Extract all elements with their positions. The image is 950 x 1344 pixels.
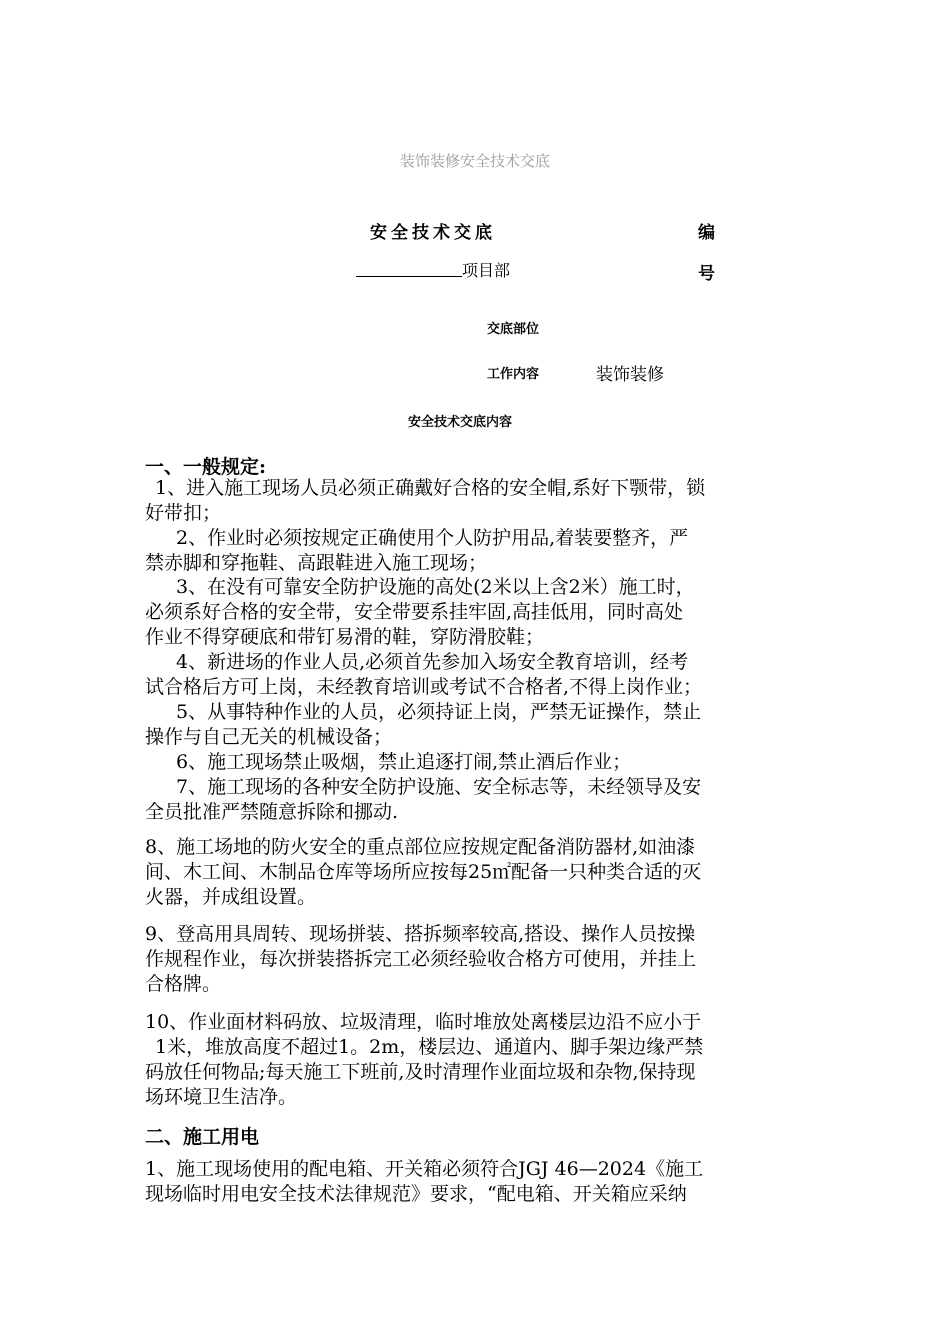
rule-3 [145, 575, 805, 650]
work-content-value: 装饰装修 [596, 365, 664, 385]
rule-10-line-1: 10、作业面材料码放、垃圾清理，临时堆放处离楼层边沿不应小于 [145, 1011, 702, 1033]
rule-3-line-2: 必须系好合格的安全带，安全带要系挂牢固,高挂低用，同时高处 [145, 601, 684, 623]
rule-9-line-2: 作规程作业，每次拼装搭拆完工必须经验收合格方可使用，并挂上 [145, 948, 697, 970]
rule-7 [145, 775, 805, 825]
electricity-rule-1-line-1: 1、施工现场使用的配电箱、开关箱必须符合JGJ 46—2024《施工 [145, 1158, 704, 1180]
electricity-rule-1-line-2: 现场临时用电安全技术法律规范》要求，“配电箱、开关箱应采纳 [145, 1183, 687, 1205]
rule-1-line-1: 1、进入施工现场人员必须正确戴好合格的安全帽,系好下颚带，锁 [155, 477, 706, 499]
project-department-label: 项目部 [462, 261, 511, 280]
location-label: 交底部位 [487, 322, 540, 337]
project-name-blank [356, 276, 462, 277]
document-title: 安全技术交底 [370, 223, 496, 243]
rule-9-line-1: 9、登高用具周转、现场拼装、搭拆频率较高,搭设、操作人员按操 [145, 923, 696, 945]
number-label-bottom: 号 [698, 264, 715, 284]
page-header-title: 装饰装修安全技术交底 [399, 152, 550, 170]
rule-8-line-3: 火器，并成组设置。 [145, 886, 317, 908]
rule-2-line-2: 禁赤脚和穿拖鞋、高跟鞋进入施工现场； [145, 552, 488, 574]
rule-3-line-1: 3、在没有可靠安全防护设施的高处(2米以上含2米）施工时， [176, 576, 695, 598]
number-label-top: 编 [698, 223, 715, 243]
work-content-label: 工作内容 [487, 367, 540, 382]
rule-10-line-3: 码放任何物品;每天施工下班前,及时清理作业面垃圾和杂物,保持现 [145, 1061, 696, 1083]
rule-1-line-2: 好带扣； [145, 502, 222, 524]
electricity-rule-1 [145, 1157, 805, 1207]
rule-1 [145, 476, 805, 526]
rule-7-line-2: 全员批准严禁随意拆除和挪动. [145, 801, 399, 823]
rule-2 [145, 526, 805, 576]
rule-8-line-2: 间、木工间、木制品仓库等场所应按每25㎡配备一只种类合适的灭 [145, 861, 702, 883]
rule-10-line-4: 场环境卫生洁净。 [145, 1086, 298, 1108]
section-electricity-title: 二、施工用电 [145, 1126, 260, 1148]
rule-8 [145, 835, 805, 910]
content-section-title: 安全技术交底内容 [408, 415, 513, 430]
rule-4-line-2: 试合格后方可上岗，未经教育培训或考试不合格者,不得上岗作业； [145, 676, 703, 698]
rule-2-line-1: 2、作业时必须按规定正确使用个人防护用品,着装要整齐，严 [176, 527, 689, 549]
rule-4 [145, 650, 805, 700]
rule-3-line-3: 作业不得穿硬底和带钉易滑的鞋，穿防滑胶鞋； [145, 626, 545, 648]
rule-5 [145, 700, 805, 750]
rule-7-line-1: 7、施工现场的各种安全防护设施、安全标志等，未经领导及安 [176, 776, 702, 798]
rule-8-line-1: 8、施工场地的防火安全的重点部位应按规定配备消防器材,如油漆 [145, 836, 696, 858]
section-general-rules-title: 一、一般规定: [145, 456, 267, 478]
rule-9-line-3: 合格牌。 [145, 973, 222, 995]
rule-10 [145, 1010, 805, 1110]
rule-5-line-2: 操作与自己无关的机械设备； [145, 726, 393, 748]
rule-5-line-1: 5、从事特种作业的人员，必须持证上岗，严禁无证操作，禁止 [176, 701, 702, 723]
rule-6-line-1: 6、施工现场禁止吸烟，禁止追逐打闹,禁止酒后作业； [176, 751, 632, 773]
rule-6 [145, 750, 805, 775]
rule-9 [145, 922, 805, 997]
rule-4-line-1: 4、新进场的作业人员,必须首先参加入场安全教育培训，经考 [176, 651, 689, 673]
rule-10-line-2: 1米，堆放高度不超过1。2m，楼层边、通道内、脚手架边缘严禁 [155, 1036, 704, 1058]
